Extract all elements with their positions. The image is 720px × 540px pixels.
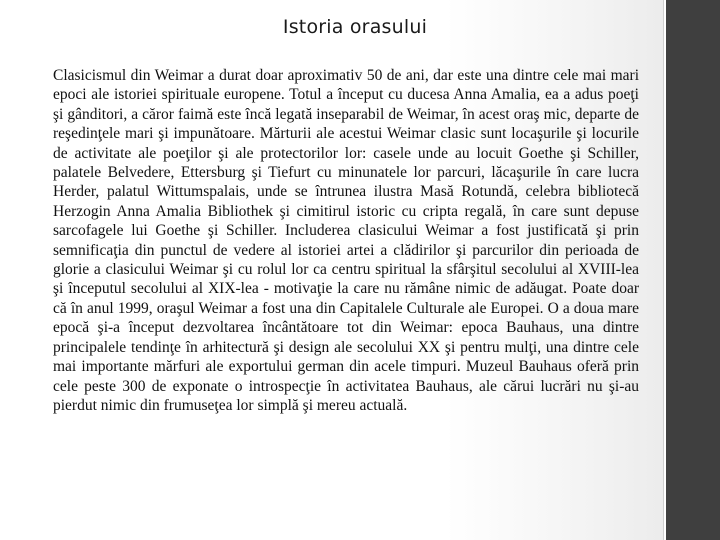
slide-title: Istoria orasului	[282, 16, 428, 38]
side-panel	[666, 0, 720, 540]
slide-body-text: Clasicismul din Weimar a durat doar aproximativ 50 de ani, dar este una dintre cele mai mari epoci ale istoriei spirituale europene. Totul a început cu ducesa Anna Amalia, ea a adus poeţi şi gânditori, a căror faimă este încă legată inseparabil de Weimar, în acest oraş mic, departe de reşedinţele mari şi impunătoare. Mărturii ale acestui Weimar clasic sunt locaşurile şi locurile de activitate ale poeţilor şi ale protectorilor lor: casele unde au locuit Goethe şi Schiller, palatele Belvedere, Ettersburg şi Tiefurt cu minunatele lor parcuri, lăcaşurile în care lucra Herder, palatul Wittumspalais, unde se întrunea ilustra Masă Rotundă, celebra bibliotecă Herzogin Anna Amalia Bibliothek şi cimitirul istoric cu cripta regală, în care sunt depuse sarcofagele lui Goethe şi Schiller. Includerea clasicului Weimar a fost justificată şi prin semnificaţia din punctul de vedere al istoriei artei a clădirilor şi parcurilor din perioada de glorie a clasicului Weimar şi cu rolul lor ca centru spiritual la sfârşitul secolului al XVIII-lea şi începutul secolului al XIX-lea - motivaţie la care nu rămâne nimic de adăugat. Poate doar că în anul 1999, oraşul Weimar a fost una din Capitalele Culturale ale Europei. O a doua mare epocă şi-a început dezvoltarea încântătoare tot din Weimar: epoca Bauhaus, una dintre principalele tendinţe în arhitectură şi design ale secolului XX şi pentru mulţi, una dintre cele mai importante mărfuri ale exportului german din acele timpuri. Muzeul Bauhaus oferă prin cele peste 300 de exponate o introspecţie în activitatea Bauhaus, ale cărui lucrări nu şi-au pierdut nimic din frumuseţea lor simplă şi mereu actuală.	[53, 67, 639, 414]
